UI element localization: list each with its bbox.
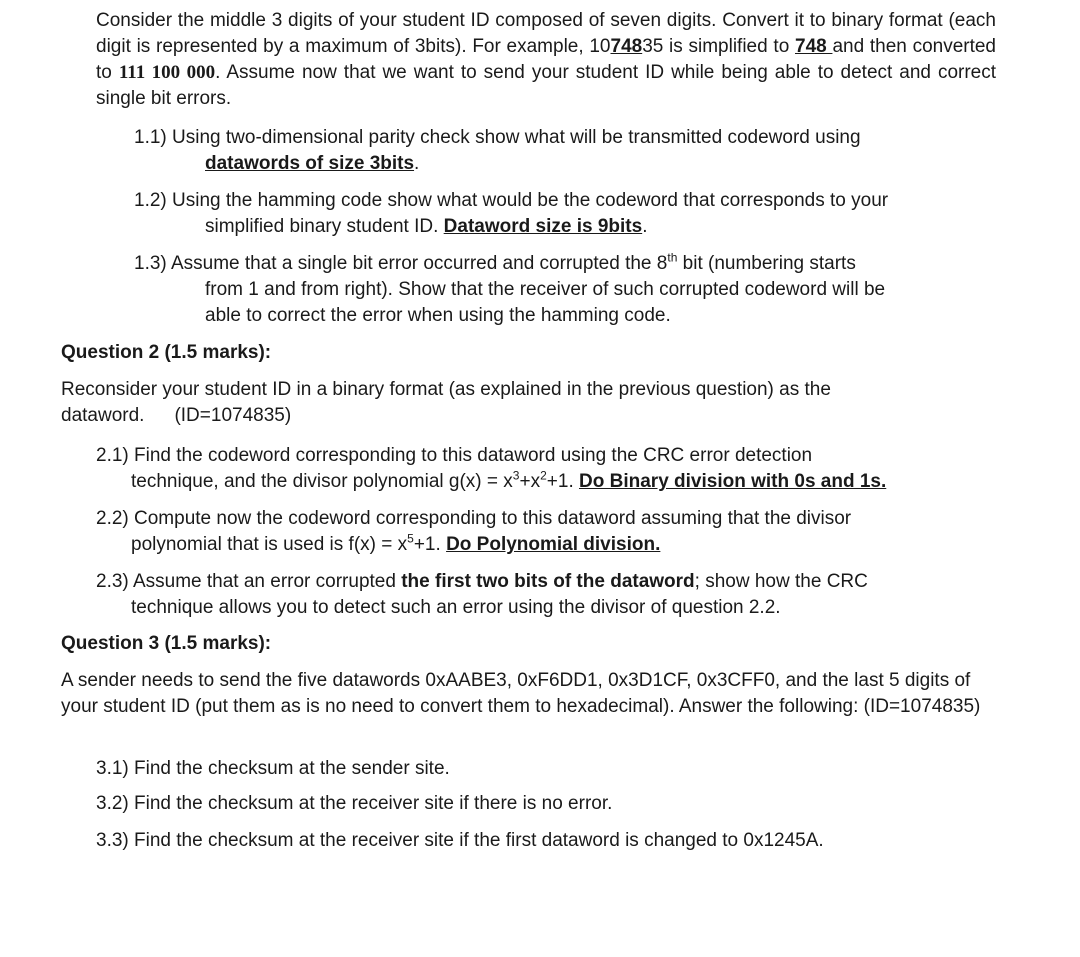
q1-1-emphasis: datawords of size 3bits [205,153,415,174]
q1-2-emphasis: Dataword size is 9bits [443,216,643,237]
q2-student-id: (ID=1074835) [174,405,292,426]
q2-1-text-2: technique, and the divisor polynomial g(x) = x [131,471,513,492]
q3-1: 3.1) Find the checksum at the sender site. [96,758,450,779]
q2-2-text: 2.2) Compute now the codeword corresponding to this dataword assuming that the divisor [96,508,852,529]
q2-intro [61,377,996,429]
q2-3-text-2: technique allows you to detect such an error using the divisor of question 2.2. [131,597,781,618]
q1-intro-text: and then converted to [96,36,997,83]
q1-1-text: 1.1) Using two-dimensional parity check show what will be transmitted codeword using [134,127,861,148]
q1-2-text: 1.2) Using the hamming code show what would be the codeword that corresponds to your [134,190,889,211]
q1-2-period: . [642,216,648,237]
q1-3-text-2: from 1 and from right). Show that the receiver of such corrupted codeword will be [205,279,886,300]
q2-1-emphasis: Do Binary division with 0s and 1s. [579,471,887,492]
q1-3-text-3: able to correct the error when using the hamming code. [205,305,671,326]
q3-2: 3.2) Find the checksum at the receiver site if there is no error. [96,793,613,814]
q2-2-emphasis: Do Polynomial division. [446,534,661,555]
q2-3-text: ; show how the CRC [694,571,868,592]
q1-intro-text: . Assume now that we want to send your student ID while being able to detect and correct single bit errors. [96,62,997,109]
q2-1-text: +x [519,471,541,492]
q3-heading: Question 3 (1.5 marks): [61,633,272,654]
q2-1 [96,443,996,495]
q2-heading: Question 2 (1.5 marks): [61,342,272,363]
q1-2 [134,188,996,240]
q2-1-text: 2.1) Find the codeword corresponding to this dataword using the CRC error detection [96,445,813,466]
q2-3-text: 2.3) Assume that an error corrupted [96,571,402,592]
q1-intro-text: 35 is simplified to [642,36,795,57]
q1-2-text-2: simplified binary student ID. [205,216,444,237]
q2-intro-text: Reconsider your student ID in a binary format (as explained in the previous question) as the [61,379,831,400]
q2-1-exponent: 3 [512,468,520,483]
q1-intro [96,8,996,112]
q1-intro-example-digits: 748 [610,36,643,57]
q2-3 [96,569,996,621]
q2-2 [96,506,996,558]
q1-1 [134,125,996,177]
q1-1-period: . [414,153,420,174]
q3-3: 3.3) Find the checksum at the receiver site if the first dataword is changed to 0x1245A. [96,830,824,851]
q2-2-text: +1. [413,534,447,555]
q1-intro-text: Consider the middle 3 digits of your student ID composed of seven digits. Convert it to binary format (each digit is represented by a maximum of 3bits). For example, 10 [96,10,996,57]
q2-2-exponent: 5 [407,531,414,546]
q2-3-emphasis: the first two bits of the dataword [401,571,695,592]
q1-3-text: 1.3) Assume that a single bit error occurred and corrupted the 8 [134,253,668,274]
q2-1-exponent: 2 [540,468,547,483]
q1-3 [134,251,996,329]
q2-1-text: +1. [546,471,580,492]
q1-3-text: bit (numbering starts [677,253,856,274]
q3-intro: A sender needs to send the five datawords 0xAABE3, 0xF6DD1, 0x3D1CF, 0x3CFF0, and the last 5 digits of your student ID (put them as is no need to convert them to hexadecimal). Answer the following: (ID=1074835) [61,670,981,717]
q1-intro-binary: 111 100 000 [118,62,216,83]
q1-3-superscript: th [667,250,678,265]
q2-intro-text-2: dataword. [61,405,145,426]
q2-2-text-2: polynomial that is used is f(x) = x [131,534,408,555]
q1-intro-simplified: 748 [795,36,833,57]
